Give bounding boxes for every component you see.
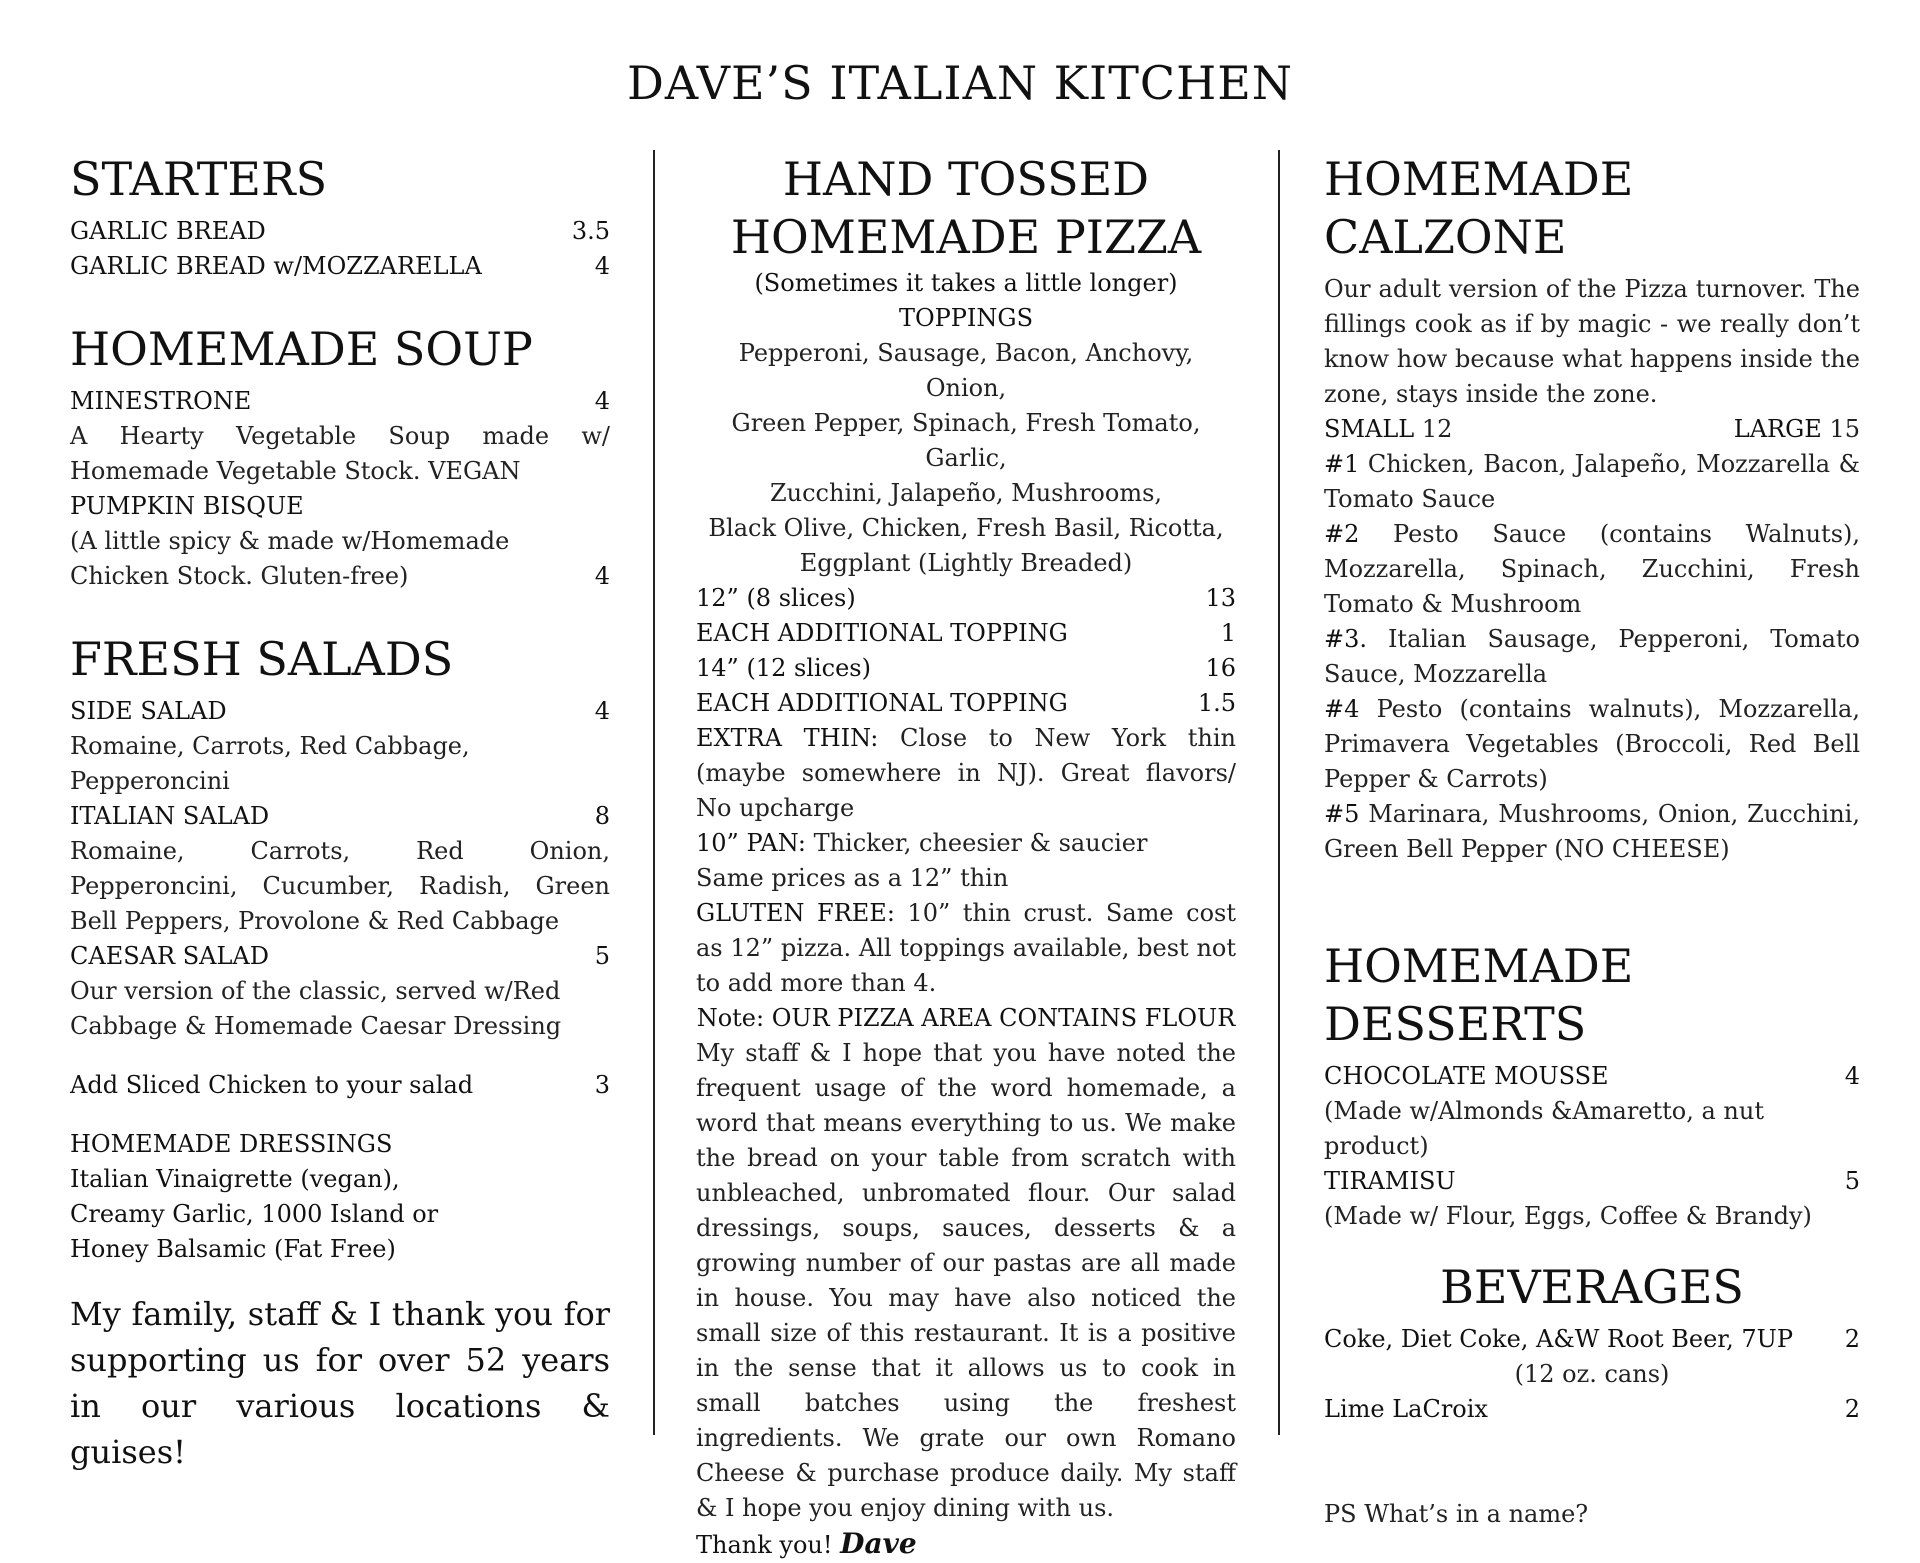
price-row <box>696 581 1236 616</box>
item-description: Romaine, Carrots, Red Cabbage, Pepperoncini <box>70 732 470 795</box>
column-divider <box>653 150 655 1435</box>
item-price: 13 <box>1205 584 1236 612</box>
signature: Dave <box>840 1527 917 1560</box>
calzone-text: Chicken, Bacon, Jalapeño, Mozzarella & Tomato Sauce <box>1324 450 1860 513</box>
crust-text: Thicker, cheesier & saucier <box>813 829 1148 857</box>
item-name: 12” (8 slices) <box>696 584 856 612</box>
toppings-line: Pepperoni, Sausage, Bacon, Anchovy, Onion, <box>738 339 1194 402</box>
price-row <box>696 651 1236 686</box>
item-description: (A little spicy & made w/Homemade Chicken Stock. Gluten-free) <box>70 527 510 590</box>
item-name: EACH ADDITIONAL TOPPING <box>696 689 1068 717</box>
item-name: TIRAMISU <box>1324 1167 1456 1195</box>
item-name: PUMPKIN BISQUE <box>70 492 304 520</box>
crust-label: GLUTEN FREE: <box>696 899 895 927</box>
item-price: 1.5 <box>1197 689 1236 717</box>
menu-item <box>70 799 610 834</box>
item-name: ITALIAN SALAD <box>70 802 270 830</box>
menu-item <box>70 384 610 419</box>
size-small <box>1324 412 1452 447</box>
thank-you-text: Thank you! <box>696 1531 833 1559</box>
thank-you-note: My family, staff & I thank you for supporting us for over 52 years in our various locations & guises! <box>70 1295 610 1471</box>
item-name: GARLIC BREAD <box>70 217 266 245</box>
owner-letter: My staff & I hope that you have noted the frequent usage of the word homemade, a word that means everything to us. We make the bread on your table from scratch with unbleached, unbromated flour. Our salad dressings, soups, sauces, desserts & a growing number of our pastas are all made in house. You may have also noticed the small size of this restaurant. It is a positive in the sense that it allows us to cook in small batches using the freshest ingredients. We grate our own Romano Cheese & purchase produce daily. My staff & I hope you enjoy dining with us. <box>696 1039 1236 1522</box>
item-name: MINESTRONE <box>70 387 252 415</box>
item-name: Add Sliced Chicken to your salad <box>70 1071 474 1099</box>
crust-option <box>696 826 1236 861</box>
item-price: 4 <box>594 252 610 280</box>
calzone-number: #2 <box>1324 520 1360 548</box>
price-row <box>696 686 1236 721</box>
pizza-heading: HOMEMADE PIZZA <box>730 210 1202 264</box>
item-price: 3 <box>594 1071 610 1099</box>
crust-option <box>696 721 1236 826</box>
item-description: A Hearty Vegetable Soup made w/ Homemade Vegetable Stock. VEGAN <box>70 422 610 485</box>
item-price: 1 <box>1220 619 1236 647</box>
dressing-line: Creamy Garlic, 1000 Island or <box>70 1200 439 1228</box>
item-price: 4 <box>594 697 610 725</box>
menu-item <box>1324 1322 1860 1357</box>
calzone-number: #5 <box>1324 800 1360 828</box>
calzone-text: Marinara, Mushrooms, Onion, Zucchini, Green Bell Pepper (NO CHEESE) <box>1324 800 1860 863</box>
calzone-item <box>1324 797 1860 867</box>
left-column <box>70 150 610 1475</box>
menu-item <box>70 694 610 729</box>
menu-item <box>1324 1164 1860 1199</box>
menu-item <box>1324 1059 1860 1094</box>
calzone-number: #4 <box>1324 695 1360 723</box>
crust-label: EXTRA THIN: <box>696 724 879 752</box>
calzone-text: Pesto (contains walnuts), Mozzarella, Primavera Vegetables (Broccoli, Red Bell Pepper & Carrots) <box>1324 695 1860 793</box>
pizza-subtitle: (Sometimes it takes a little longer) <box>754 269 1178 297</box>
crust-text: 10” thin crust. Same cost as 12” pizza. All toppings available, best not to add more than 4. <box>696 899 1236 997</box>
calzone-heading: HOMEMADE CALZONE <box>1324 152 1634 264</box>
dressings-heading: HOMEMADE DRESSINGS <box>70 1130 393 1158</box>
size-label: SMALL <box>1324 415 1415 443</box>
toppings-line: Zucchini, Jalapeño, Mushrooms, <box>769 479 1163 507</box>
beverages-heading: BEVERAGES <box>1440 1260 1744 1314</box>
item-description: (Made w/ Flour, Eggs, Coffee & Brandy) <box>1324 1202 1812 1230</box>
sign-off <box>696 1526 1236 1563</box>
pizza-heading: HAND TOSSED <box>782 152 1150 206</box>
item-name: CAESAR SALAD <box>70 942 269 970</box>
desserts-heading: HOMEMADE DESSERTS <box>1324 939 1634 1051</box>
toppings-label: TOPPINGS <box>898 304 1034 332</box>
flour-note: Note: OUR PIZZA AREA CONTAINS FLOUR <box>696 1004 1236 1032</box>
item-price: 8 <box>594 802 610 830</box>
salads-heading: FRESH SALADS <box>70 632 454 686</box>
middle-column <box>696 150 1236 1563</box>
crust-note: Same prices as a 12” thin <box>696 864 1009 892</box>
calzone-intro: Our adult version of the Pizza turnover. The fillings cook as if by magic - we really don’t know how because what happens inside the zone, stays inside the zone. <box>1324 275 1860 408</box>
calzone-item <box>1324 447 1860 517</box>
item-price: 16 <box>1205 654 1236 682</box>
item-price: 3.5 <box>571 217 610 245</box>
item-name: 14” (12 slices) <box>696 654 871 682</box>
menu-item <box>70 1068 610 1103</box>
size-label: LARGE <box>1733 415 1822 443</box>
toppings-line: Black Olive, Chicken, Fresh Basil, Ricotta, <box>708 514 1224 542</box>
crust-label: 10” PAN: <box>696 829 806 857</box>
calzone-item <box>1324 517 1860 622</box>
menu-item <box>1324 1392 1860 1427</box>
calzone-text: Italian Sausage, Pepperoni, Tomato Sauce, Mozzarella <box>1324 625 1860 688</box>
calzone-number: #1 <box>1324 450 1360 478</box>
dressing-line: Honey Balsamic (Fat Free) <box>70 1235 396 1263</box>
price-row <box>696 616 1236 651</box>
column-divider <box>1278 150 1280 1435</box>
postscript: PS What’s in a name? <box>1324 1500 1589 1528</box>
item-name: CHOCOLATE MOUSSE <box>1324 1062 1609 1090</box>
soup-heading: HOMEMADE SOUP <box>70 322 533 376</box>
toppings-line: Green Pepper, Spinach, Fresh Tomato, Garlic, <box>731 409 1201 472</box>
calzone-item <box>1324 622 1860 692</box>
item-name: EACH ADDITIONAL TOPPING <box>696 619 1068 647</box>
calzone-text: Pesto Sauce (contains Walnuts), Mozzarella, Spinach, Zucchini, Fresh Tomato & Mushroom <box>1324 520 1860 618</box>
dressing-line: Italian Vinaigrette (vegan), <box>70 1165 400 1193</box>
starters-heading: STARTERS <box>70 152 328 206</box>
size-price: 15 <box>1829 415 1860 443</box>
menu-item <box>70 214 610 249</box>
item-price: 5 <box>594 942 610 970</box>
item-name: Lime LaCroix <box>1324 1395 1488 1423</box>
item-description: Romaine, Carrots, Red Onion, Pepperoncini, Cucumber, Radish, Green Bell Peppers, Provolone & Red Cabbage <box>70 837 610 935</box>
crust-text: Close to New York thin (maybe somewhere in NJ). Great flavors/ No upcharge <box>696 724 1236 822</box>
toppings-line: Eggplant (Lightly Breaded) <box>799 549 1133 577</box>
calzone-sizes <box>1324 412 1860 447</box>
menu-item <box>70 249 610 284</box>
item-price: 4 <box>594 562 610 590</box>
crust-option <box>696 896 1236 1001</box>
item-price: 2 <box>1844 1325 1860 1353</box>
menu-item <box>70 524 610 594</box>
item-price: 5 <box>1844 1167 1860 1195</box>
right-column <box>1324 150 1860 1532</box>
size-large <box>1734 412 1860 447</box>
item-name: GARLIC BREAD w/MOZZARELLA <box>70 252 482 280</box>
calzone-item <box>1324 692 1860 797</box>
item-price: 2 <box>1844 1395 1860 1423</box>
item-price: 4 <box>594 387 610 415</box>
item-name: SIDE SALAD <box>70 697 227 725</box>
calzone-number: #3. <box>1324 625 1368 653</box>
item-description: (Made w/Almonds &Amaretto, a nut product) <box>1324 1097 1764 1160</box>
item-price: 4 <box>1844 1062 1860 1090</box>
item-name: Coke, Diet Coke, A&W Root Beer, 7UP <box>1324 1325 1794 1353</box>
size-price: 12 <box>1421 415 1453 443</box>
item-description: (12 oz. cans) <box>1514 1360 1670 1388</box>
menu-title: DAVE’S ITALIAN KITCHEN <box>626 56 1294 110</box>
menu-item <box>70 939 610 974</box>
item-description: Our version of the classic, served w/Red Cabbage & Homemade Caesar Dressing <box>70 977 562 1040</box>
